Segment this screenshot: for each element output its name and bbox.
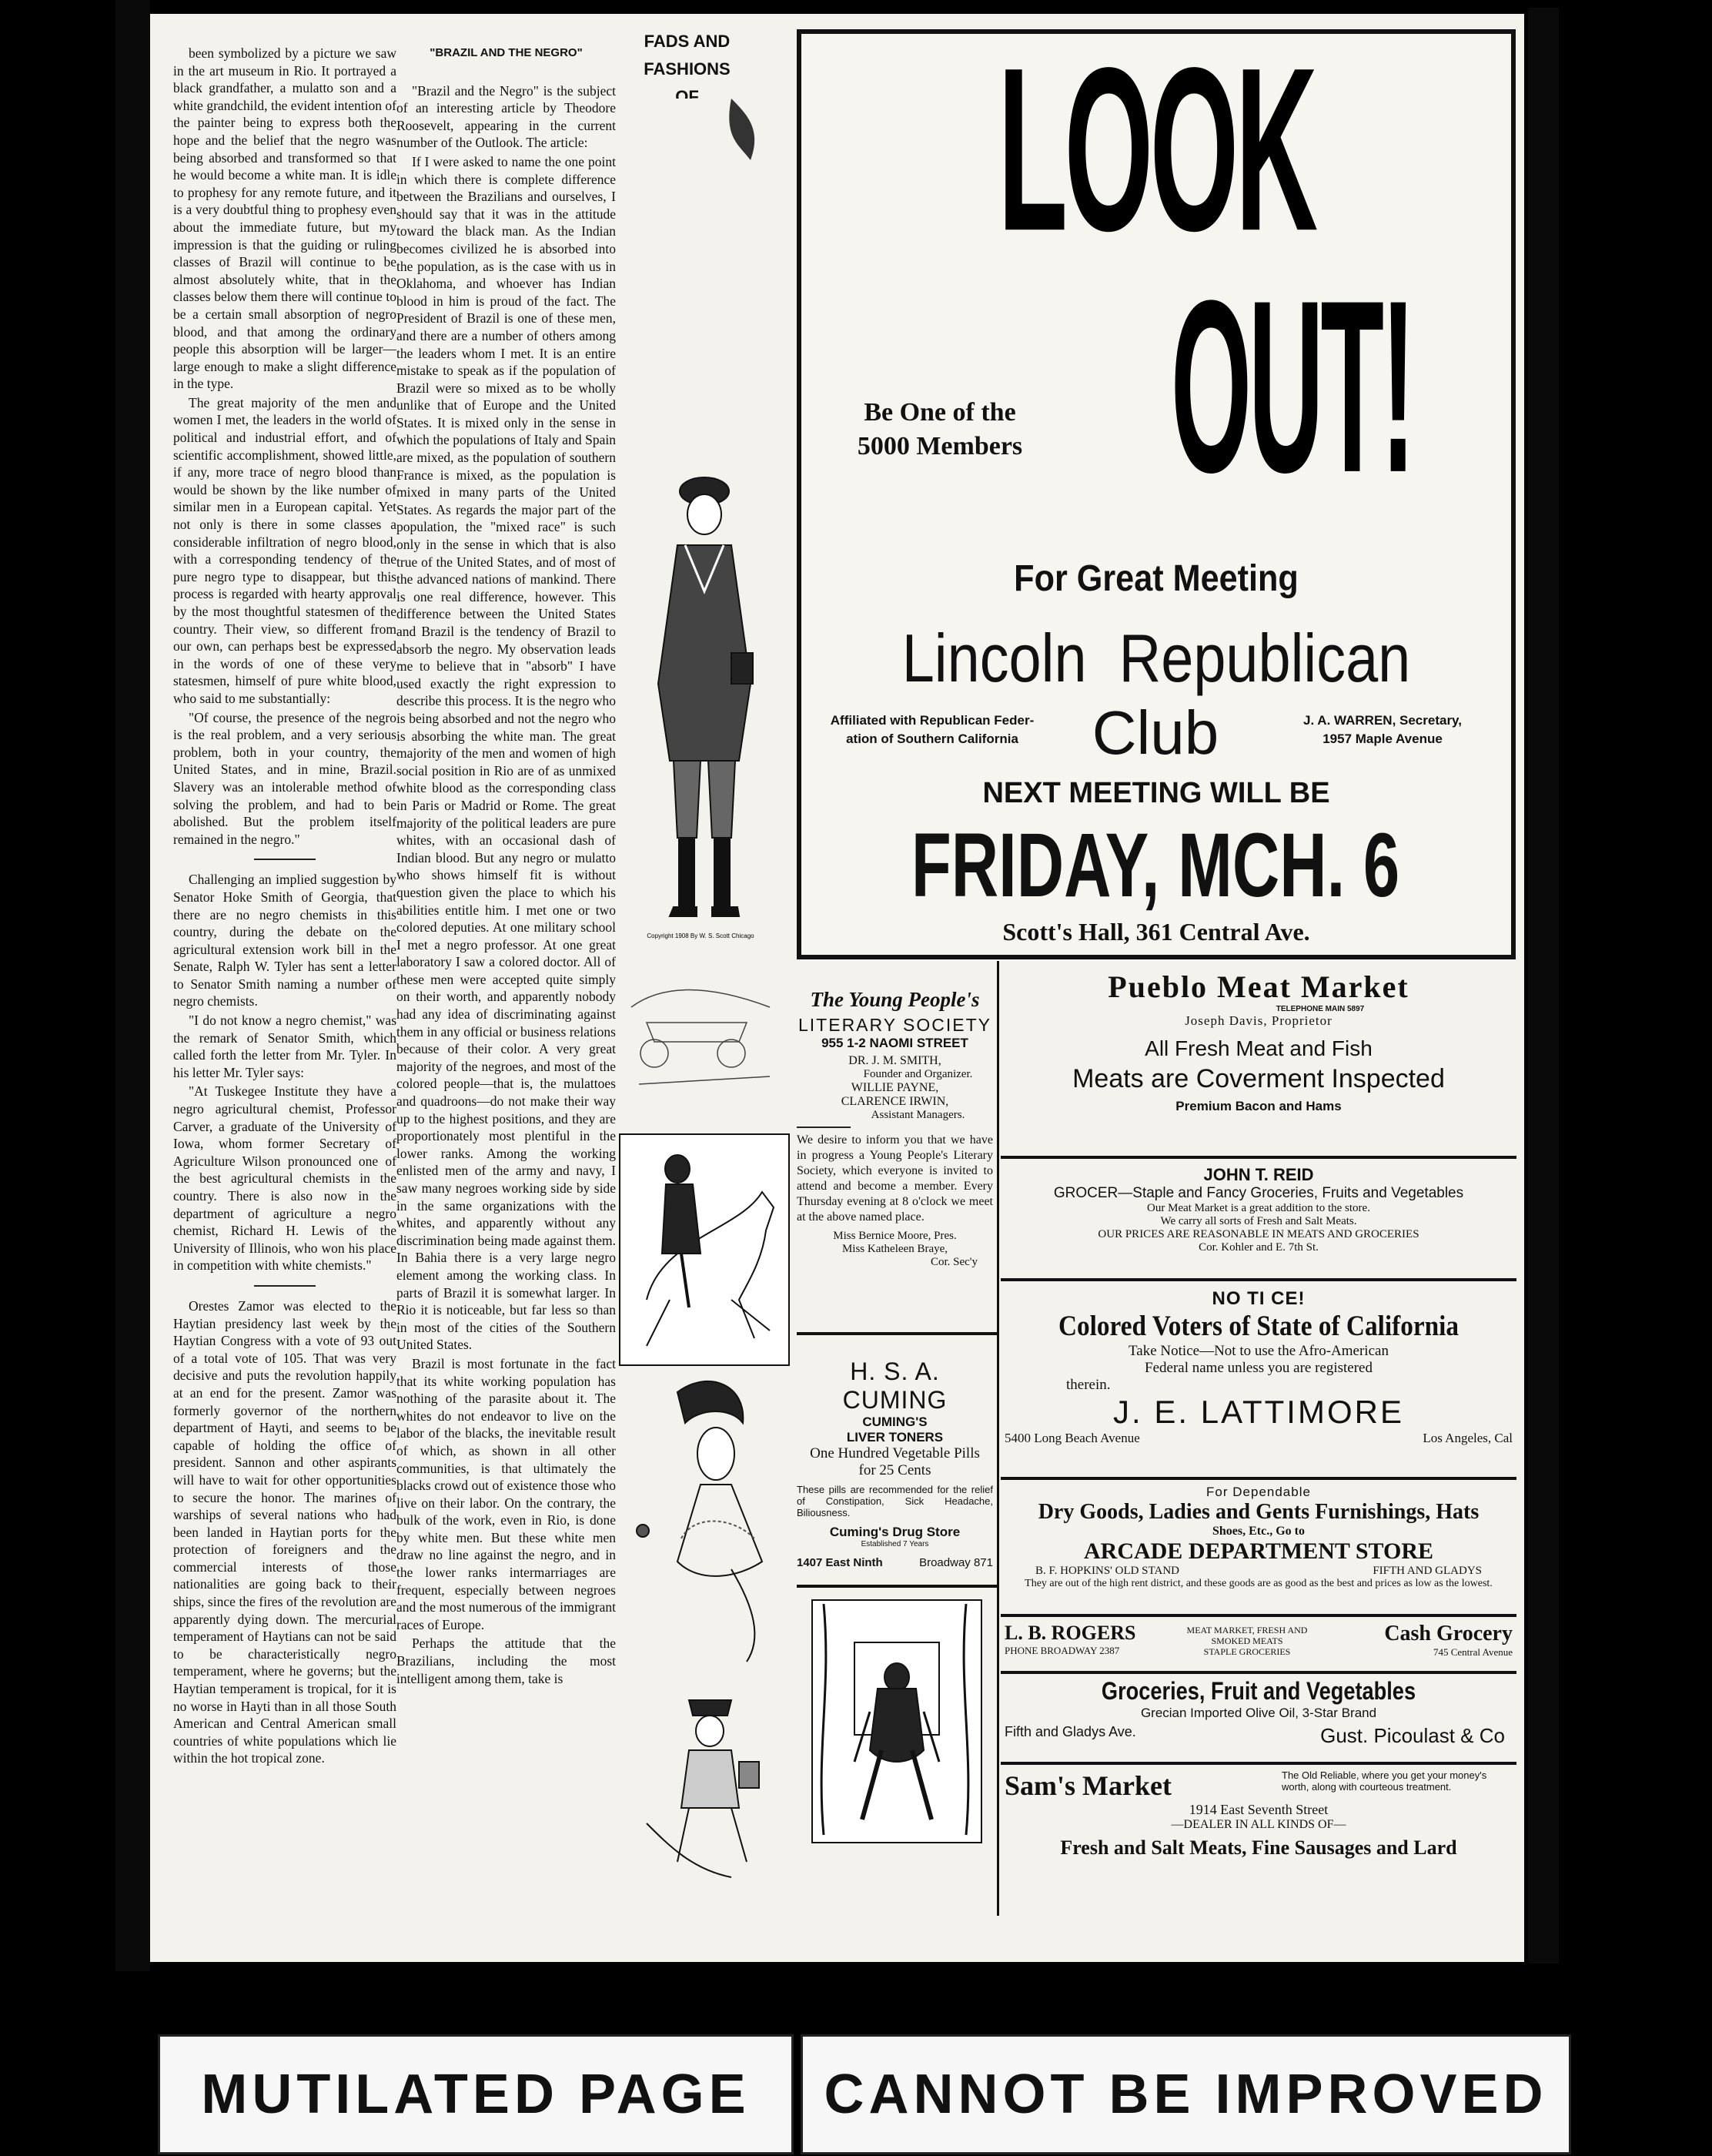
literary-title: The Young People's: [810, 988, 980, 1011]
sams-header: [1005, 1769, 1513, 1802]
section-divider: [1001, 1477, 1516, 1480]
article-paragraph: Orestes Zamor was elected to the Haytian presidency last week by the Haytian Congress with a vote of 93 out of a total vote of 105. That was very decisive and puts the revolution happily at an end for the present. Zamor was formerly governor of the northern department of Hayti, and seems to be capable of holding the office of president. Sannon and other aspirants will have to wait for other opportunities to secure the honor. The marines of warships of several nations who had been landed in Haytian ports for the protection of foreigners and the commercial interests of those nationalities are going back to their ships, since the fires of the revolution are apparently dying down. The mercurial temperament of Haytians can not be said to be characteristically negro temperament, where he governs; but the Haytian temperament is tropical, for it is no worse in Hayti than in all those South American and Central American small countries of white populations which lie within the hot tropical zone.: [173, 1297, 396, 1766]
article-paragraph: If I were asked to name the one point in which there is complete difference between the Brazilians and ourselves, I should say that it was in the attitude toward the black man. As the Indian becomes civilized he is absorbed into the population, as is the case with us in Oklahoma, and whoever has Indian blood in him is proud of the fact. The President of Brazil is one of these men, and there are a number of others among the leaders whom I met. It is an entire mistake to speak as if the population of Brazil were so mixed as to be wholly unlike that of Europe and the United States. It is mixed only in the sense in which the populations of Italy and Spain are mixed, as the population of southern France is mixed, as the population is mixed in many parts of the United States. As regards the major part of the population, the "mixed race" is such only in the sense in which that is also true of the United States, and of most of the advanced nations of mankind. There is one real difference, however. This difference between the United States and Brazil is the tendency of Brazil to absorb the negro. My observation leads me to believe that in "absorb" I have used exactly the right expression to describe this process. It is the negro who is being absorbed and not the negro who is absorbing the white man. The great majority of the men and women of high social position in Rio are of as unmixed white blood as the corresponding class in Paris or Madrid or Rome. The great majority of the political leaders are pure whites, with an occasional dash of Indian blood. But any negro or mulatto who shows himself fit is without question given the place to which his abilities entitle him. I met one or two colored deputies. At one military school I met a negro professor. At one great laboratory I saw a colored doctor. All of these men were accepted quite simply on their worth, and apparently nobody had any idea of discriminating against them in any official or business relations because of their color. A very great majority of the negroes, and most of the colored people—that is, the mulattoes and quadroons—do not make their way up to the highest positions, and they are proportionately most plentiful in the lower ranks. Among the working enlisted men of the army and navy, I saw many negroes working side by side in the same organizations with the whites, and apparently without any discrimination being made against them. In Bahia there is a very large negro element among the working class. In parts of Brazil it is somewhat larger. In Rio it is noticeable, but far less so than in most of the cities of the Southern United States.: [396, 153, 616, 1353]
literary-secretary: Miss Katheleen Braye,: [841, 1243, 948, 1255]
reid-line: Cor. Kohler and E. 7th St.: [1199, 1241, 1319, 1254]
club-name: Lincoln Republican: [901, 620, 1411, 696]
cannot-improve-text: CANNOT BE IMPROVED: [824, 2064, 1548, 2125]
arcade-department-store-ad: [1005, 1485, 1513, 1590]
arcade-line: They are out of the high rent district, and these goods are as good as the best and prices as low as the lowest.: [1025, 1578, 1493, 1589]
literary-manager-role: Assistant Managers.: [871, 1109, 965, 1121]
lookout-headline-out: OUT!: [1171, 250, 1413, 524]
cuming-sub: CUMING'S: [862, 1414, 928, 1429]
next-meeting-line: NEXT MEETING WILL BE: [982, 777, 1330, 809]
girl-at-window-illustration: [808, 1596, 985, 1846]
article-paragraph: been symbolized by a picture we saw in the art museum in Rio. It portrayed a black grandfather, a mulatto son and a white grandchild, the evident intention of the painter being to express both the hope and the belief that the negro was being absorbed and transformed so that he would become a white man. It is idle to prophesy for any remote future, and it is a very doubtful thing to prophesy even about the immediate future, but my impression is that the guiding or ruling classes of Brazil will continue to be almost absolutely white, that in the classes below them there will continue to be a certain small absorption of negro blood, and that among the ordinary people this absorption will be larger—large enough to make a slight difference in the type.: [173, 45, 396, 392]
literary-body: We desire to inform you that we have in progress a Young People's Literary Society, which everyone is invited to attend and become a member. Every Thursday evening at 8 o'clock we meet at the above named place.: [797, 1133, 993, 1224]
cuming-sub: LIVER TONERS: [846, 1430, 944, 1445]
sams-tag: The Old Reliable, where you get your money's worth, along with courteous treatment.: [1282, 1769, 1487, 1793]
literary-address: 955 1-2 NAOMI STREET: [821, 1036, 968, 1050]
sams-line: Fresh and Salt Meats, Fine Sausages and Lard: [1060, 1836, 1457, 1859]
mutilated-page-label: [158, 2034, 794, 2154]
notice-body: Take Notice—Not to use the Afro-American: [1129, 1343, 1389, 1359]
pueblo-line: All Fresh Meat and Fish: [1145, 1036, 1373, 1060]
sams-name: Sam's Market: [1005, 1770, 1172, 1801]
notice-body: Federal name unless you are registered: [1145, 1360, 1373, 1376]
lattimore-name: J. E. LATTIMORE: [1113, 1394, 1404, 1430]
rogers-mid: MEAT MARKET, FRESH AND SMOKED MEATS: [1186, 1625, 1308, 1646]
article-paragraph: "At Tuskegee Institute they have a negro agricultural chemist, Professor Carver, a graduate of the University of Iowa, whom former Secretary of Agriculture Wilson pronounced one of the best agricultural chemists in the country. There is also now in the department of agriculture a negro chemist, Richard H. Lewis of the University of Illinois, who won his place in competition with white chemists.": [173, 1083, 396, 1274]
club-word: Club: [1092, 698, 1219, 767]
arcade-for: For Dependable: [1206, 1485, 1311, 1499]
cuming-body: These pills are recommended for the relief of Constipation, Sick Headache, Biliousness.: [797, 1484, 993, 1518]
lattimore-address-row: [1005, 1431, 1513, 1446]
rogers-middle: [1170, 1625, 1324, 1657]
cuming-address: 1407 East Ninth: [797, 1556, 883, 1569]
pueblo-phone: TELEPHONE MAIN 5897: [1276, 1005, 1365, 1013]
article-paragraph: "Brazil and the Negro" is the subject of an interesting article by Theodore Roosevelt, appearing in the current number of the Outlook. The article:: [396, 82, 616, 151]
reid-line: GROCER—Staple and Fancy Groceries, Fruits and Vegetables: [1053, 1185, 1464, 1201]
sams-address: 1914 East Seventh Street: [1189, 1802, 1329, 1817]
article-paragraph: "I do not know a negro chemist," was the remark of Senator Smith, which called forth the letter from Mr. Tyler. In his letter Mr. Tyler says:: [173, 1013, 396, 1080]
section-divider: [1001, 1762, 1516, 1765]
column-left: [173, 45, 396, 1769]
pueblo-meat-market-ad: [1005, 969, 1513, 1114]
boy-books-figure-icon: [647, 1700, 759, 1877]
section-divider: [1001, 1671, 1516, 1674]
literary-founder: DR. J. M. SMITH,: [848, 1054, 941, 1067]
cuming-phone: Broadway 871: [919, 1556, 993, 1569]
lady-portrait-figure-icon: [637, 1381, 762, 1662]
rogers-left: [1005, 1622, 1136, 1657]
column-brazil-article: [396, 45, 616, 1689]
cuming-store: Cuming's Drug Store: [829, 1525, 961, 1539]
arcade-corner: FIFTH AND GLADYS: [1373, 1565, 1482, 1577]
picoulast-left: Fifth and Gladys Ave.: [1005, 1724, 1136, 1739]
divider: [797, 1127, 851, 1128]
lookout-advertisement: [797, 20, 1516, 959]
article-paragraph: The great majority of the men and women I met, the leaders in the world of political and industrial effort, and of scientific accomplishment, showed little, if any, more trace of negro blood than would be shown by the like number of similar men in a European capital. Yet not only is there in some classes a considerable infiltration of negro blood, with a corresponding tendency of the pure negro type to disappear, but this process is regarded with hearty approval by the most thoughtful statesmen of the country. Their view, so different from our own, can perhaps best be expressed in the words of one of these very statesmen, himself of pure white blood, who said to me substantially:: [173, 394, 396, 706]
section-divider: [797, 1585, 998, 1588]
section-divider: [1001, 1614, 1516, 1617]
literary-manager: WILLIE PAYNE,: [851, 1081, 939, 1094]
ink-smudge-icon: [729, 99, 754, 160]
reid-line: We carry all sorts of Fresh and Salt Meats.: [1160, 1215, 1357, 1227]
cannot-improve-label: [801, 2034, 1571, 2154]
rogers-name: L. B. ROGERS: [1005, 1622, 1136, 1644]
secretary-line: 1957 Maple Avenue: [1322, 732, 1443, 746]
picoulast-row: [1005, 1721, 1513, 1748]
literary-founder-role: Founder and Organizer.: [863, 1068, 973, 1080]
rogers-mid: STAPLE GROCERIES: [1203, 1646, 1291, 1657]
members-line: 5000 Members: [857, 432, 1023, 460]
picoulast-groceries-ad: [1005, 1677, 1513, 1748]
john-reid-grocer-ad: [1005, 1165, 1513, 1254]
section-divider: [1001, 1278, 1516, 1281]
arcade-name: ARCADE DEPARTMENT STORE: [1083, 1538, 1433, 1564]
section-divider: [1001, 1156, 1516, 1159]
rogers-phone: PHONE BROADWAY 2387: [1005, 1645, 1120, 1656]
great-meeting-line: For Great Meeting: [1014, 558, 1299, 599]
article-paragraph: Brazil is most fortunate in the fact that its white working population has nothing of the parasite about it. The whites do not endeavor to live on the labor of the blacks, the inevitable result of which, as shown in all other communities, is that ultimately the blacks crowd out of existence those who live on their labor. On the contrary, the bulk of the work, even in Rio, is done by white men. But these white men draw no line against the negro, and in the lower ranks intermarriages are frequent, especially between negroes and the most numerous of the immigrant races of Europe.: [396, 1355, 616, 1632]
sams-dealer: —DEALER IN ALL KINDS OF—: [1171, 1818, 1346, 1831]
affiliation-line: Affiliated with Republican Feder-: [830, 713, 1035, 728]
boy-coat-figure-icon: [658, 477, 753, 916]
cuming-established: Established 7 Years: [861, 1540, 929, 1548]
newspaper-page: [150, 14, 1524, 1962]
horse-rider-figure-icon: [620, 1134, 789, 1365]
picoulast-line: Grecian Imported Olive Oil, 3-Star Brand: [1140, 1706, 1377, 1720]
mutilated-label-text: MUTILATED PAGE: [201, 2064, 751, 2125]
cuming-contact: [797, 1556, 993, 1569]
fads-line: OF: [675, 87, 699, 106]
literary-title: LITERARY SOCIETY: [798, 1015, 991, 1035]
window-figure-icon: [812, 1600, 981, 1843]
meeting-date: FRIDAY, MCH. 6: [911, 815, 1400, 916]
members-line: Be One of the: [864, 398, 1016, 427]
pueblo-name: Pueblo Meat Market: [1108, 969, 1409, 1004]
article-heading: "BRAZIL AND THE NEGRO": [430, 46, 583, 59]
literary-manager: CLARENCE IRWIN,: [841, 1095, 949, 1108]
meeting-venue: Scott's Hall, 361 Central Ave.: [1002, 918, 1310, 946]
article-paragraph: "Of course, the presence of the negro is the real problem, and a very serious problem, both in your country, the United States, and in mine, Brazil. Slavery was an intolerable method of solving the problem, and had to be abolished. But the problem itself remained in the negro.": [173, 709, 396, 847]
rogers-right: [1384, 1622, 1513, 1659]
article-paragraph: Challenging an implied suggestion by Senator Hoke Smith of Georgia, that there are no negro chemists in this country, during the debate on the agricultural extension work bill in the Senate, Ralph W. Tyler has sent a letter to Senator Smith naming a number of negro chemists.: [173, 872, 396, 1009]
arcade-location: [1005, 1565, 1513, 1578]
arcade-line: Dry Goods, Ladies and Gents Furnishings, Hats: [1038, 1500, 1480, 1524]
lattimore-address: 5400 Long Beach Avenue: [1005, 1431, 1140, 1445]
carriage-sketch-icon: [631, 990, 770, 1085]
cuming-liver-toners-ad: [797, 1358, 993, 1569]
pueblo-proprietor: Joseph Davis, Proprietor: [1185, 1013, 1332, 1028]
lookout-headline-look: LOOK: [998, 20, 1315, 280]
cuming-pills: for 25 Cents: [858, 1462, 931, 1478]
scan-edge-right: [1528, 8, 1559, 1964]
arcade-owner: B. F. HOPKINS' OLD STAND: [1035, 1565, 1179, 1577]
rogers-cash-grocery-ad: [1005, 1622, 1513, 1668]
article-paragraph: Perhaps the attitude that the Brazilians, including the most intelligent among them, take is: [396, 1635, 616, 1686]
section-divider: [797, 955, 1516, 958]
section-divider: [797, 1332, 998, 1335]
members-callout: [817, 396, 1063, 464]
picoulast-right: Gust. Picoulast & Co: [1320, 1724, 1505, 1747]
notice-heading: Colored Voters of State of California: [1058, 1311, 1460, 1342]
secretary-line: J. A. WARREN, Secretary,: [1303, 713, 1462, 728]
fads-line: FADS AND FASHIONS: [644, 32, 731, 79]
voters-notice-ad: [1005, 1288, 1513, 1446]
notice-title: NO TI CE!: [1212, 1288, 1306, 1309]
divider: [254, 1285, 316, 1287]
fashion-illustrations: [616, 99, 793, 1893]
column-divider: [997, 961, 999, 1916]
pueblo-line: Premium Bacon and Hams: [1175, 1099, 1342, 1113]
literary-secretary-role: Cor. Sec'y: [930, 1256, 978, 1268]
notice-body: therein.: [1066, 1377, 1111, 1393]
rogers-cash: Cash Grocery: [1384, 1622, 1513, 1645]
affiliation-note: [817, 711, 1048, 748]
picoulast-heading: Groceries, Fruit and Vegetables: [1101, 1677, 1416, 1705]
secretary-note: [1271, 711, 1494, 748]
reid-name: JOHN T. REID: [1203, 1165, 1314, 1184]
illustration-copyright: Copyright 1908 By W. S. Scott Chicago: [647, 932, 754, 939]
cuming-name: H. S. A. CUMING: [842, 1358, 948, 1414]
rogers-address: 745 Central Avenue: [1433, 1646, 1513, 1658]
scan-edge-left: [115, 0, 150, 1971]
cuming-pills: One Hundred Vegetable Pills: [810, 1445, 980, 1461]
literary-president: Miss Bernice Moore, Pres.: [833, 1230, 957, 1242]
literary-society-ad: [797, 988, 993, 1269]
affiliation-line: ation of Southern California: [846, 732, 1018, 746]
divider: [254, 859, 316, 860]
lattimore-city: Los Angeles, Cal: [1423, 1431, 1513, 1445]
arcade-line: Shoes, Etc., Go to: [1212, 1525, 1305, 1538]
reid-line: Our Meat Market is a great addition to the store.: [1147, 1202, 1370, 1214]
pueblo-line: Meats are Coverment Inspected: [1072, 1064, 1445, 1093]
reid-line: OUR PRICES ARE REASONABLE IN MEATS AND GROCERIES: [1098, 1228, 1419, 1240]
sams-market-ad: [1005, 1769, 1513, 1860]
